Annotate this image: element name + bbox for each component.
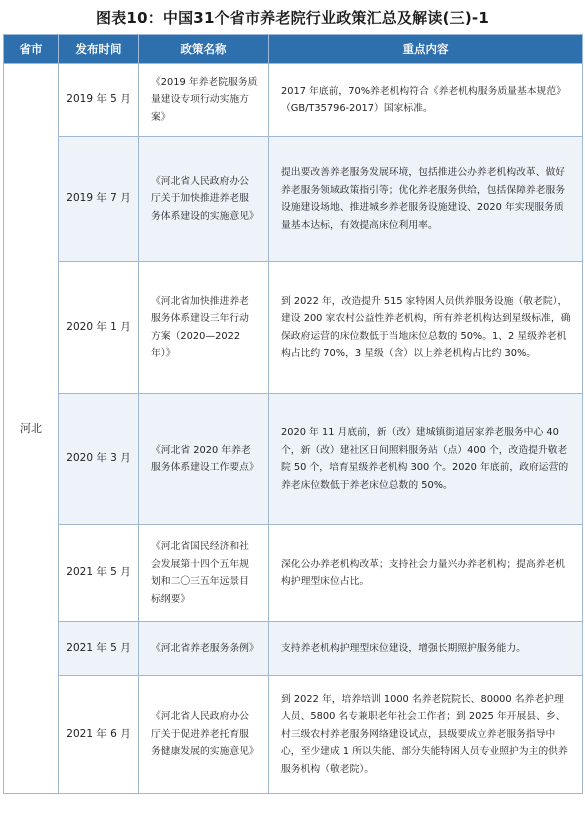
table-row xyxy=(4,676,583,794)
date-cell: 2020 年 1 月 xyxy=(59,262,139,394)
policy-name-cell: 《2019 年养老院服务质量建设专项行动实施方案》 xyxy=(139,64,269,137)
date-cell: 2021 年 6 月 xyxy=(59,676,139,794)
policy-name-cell: 《河北省 2020 年养老服务体系建设工作要点》 xyxy=(139,394,269,525)
date-cell: 2019 年 7 月 xyxy=(59,137,139,262)
policy-name-cell: 《河北省人民政府办公厅关于加快推进养老服务体系建设的实施意见》 xyxy=(139,137,269,262)
content-cell: 2017 年底前，70%养老机构符合《养老机构服务质量基本规范》（GB/T35796-2017）国家标准。 xyxy=(269,64,583,137)
content-cell: 到 2022 年，培养培训 1000 名养老院院长、80000 名养老护理人员、5800 名专兼职老年社会工作者；到 2025 年开展县、乡、村三级农村养老服务网络建设试点，县级要成立养老服务指导中心，至少建成 1 所以失能、部分失能特困人员专业照护为主的供养服务机构（敬老院）。 xyxy=(269,676,583,794)
table-row xyxy=(4,394,583,525)
province-cell: 河北 xyxy=(4,64,59,794)
date-cell: 2021 年 5 月 xyxy=(59,622,139,676)
table-row xyxy=(4,64,583,137)
policy-table xyxy=(3,34,583,794)
content-cell: 提出要改善养老服务发展环境，包括推进公办养老机构改革、做好养老服务领域政策指引等；优化养老服务供给，包括保障养老服务设施建设场地、推进城乡养老服务设施建设、2020 年实现服务质量基本达标，有效提高床位利用率。 xyxy=(269,137,583,262)
date-cell: 2020 年 3 月 xyxy=(59,394,139,525)
table-row xyxy=(4,262,583,394)
header-policy-name: 政策名称 xyxy=(139,35,269,64)
content-cell: 2020 年 11 月底前，新（改）建城镇街道居家养老服务中心 40 个，新（改）建社区日间照料服务站（点）400 个，改造提升敬老院 50 个，培育星级养老机构 300 个。2020 年底前，政府运营的养老床位数低于养老床位总数的 50%。 xyxy=(269,394,583,525)
header-key-content: 重点内容 xyxy=(269,35,583,64)
policy-name-cell: 《河北省人民政府办公厅关于促进养老托育服务健康发展的实施意见》 xyxy=(139,676,269,794)
table-header-row xyxy=(4,35,583,64)
table-row xyxy=(4,622,583,676)
date-cell: 2021 年 5 月 xyxy=(59,525,139,622)
content-cell: 深化公办养老机构改革；支持社会力量兴办养老机构；提高养老机构护理型床位占比。 xyxy=(269,525,583,622)
policy-name-cell: 《河北省加快推进养老服务体系建设三年行动方案（2020—2022 年）》 xyxy=(139,262,269,394)
date-cell: 2019 年 5 月 xyxy=(59,64,139,137)
figure-title: 图表10：中国31个省市养老院行业政策汇总及解读(三)-1 xyxy=(96,8,489,27)
policy-name-cell: 《河北省国民经济和社会发展第十四个五年规划和二〇三五年远景目标纲要》 xyxy=(139,525,269,622)
header-province: 省市 xyxy=(4,35,59,64)
content-cell: 到 2022 年，改造提升 515 家特困人员供养服务设施（敬老院），建设 200 家农村公益性养老机构，所有养老机构达到星级标准，确保政府运营的床位数低于当地床位总数的 50%。1、2 星级养老机构占比约 70%，3 星级（含）以上养老机构占比约 30%。 xyxy=(269,262,583,394)
content-cell: 支持养老机构护理型床位建设，增强长期照护服务能力。 xyxy=(269,622,583,676)
table-row xyxy=(4,137,583,262)
policy-name-cell: 《河北省养老服务条例》 xyxy=(139,622,269,676)
header-date: 发布时间 xyxy=(59,35,139,64)
table-row xyxy=(4,525,583,622)
